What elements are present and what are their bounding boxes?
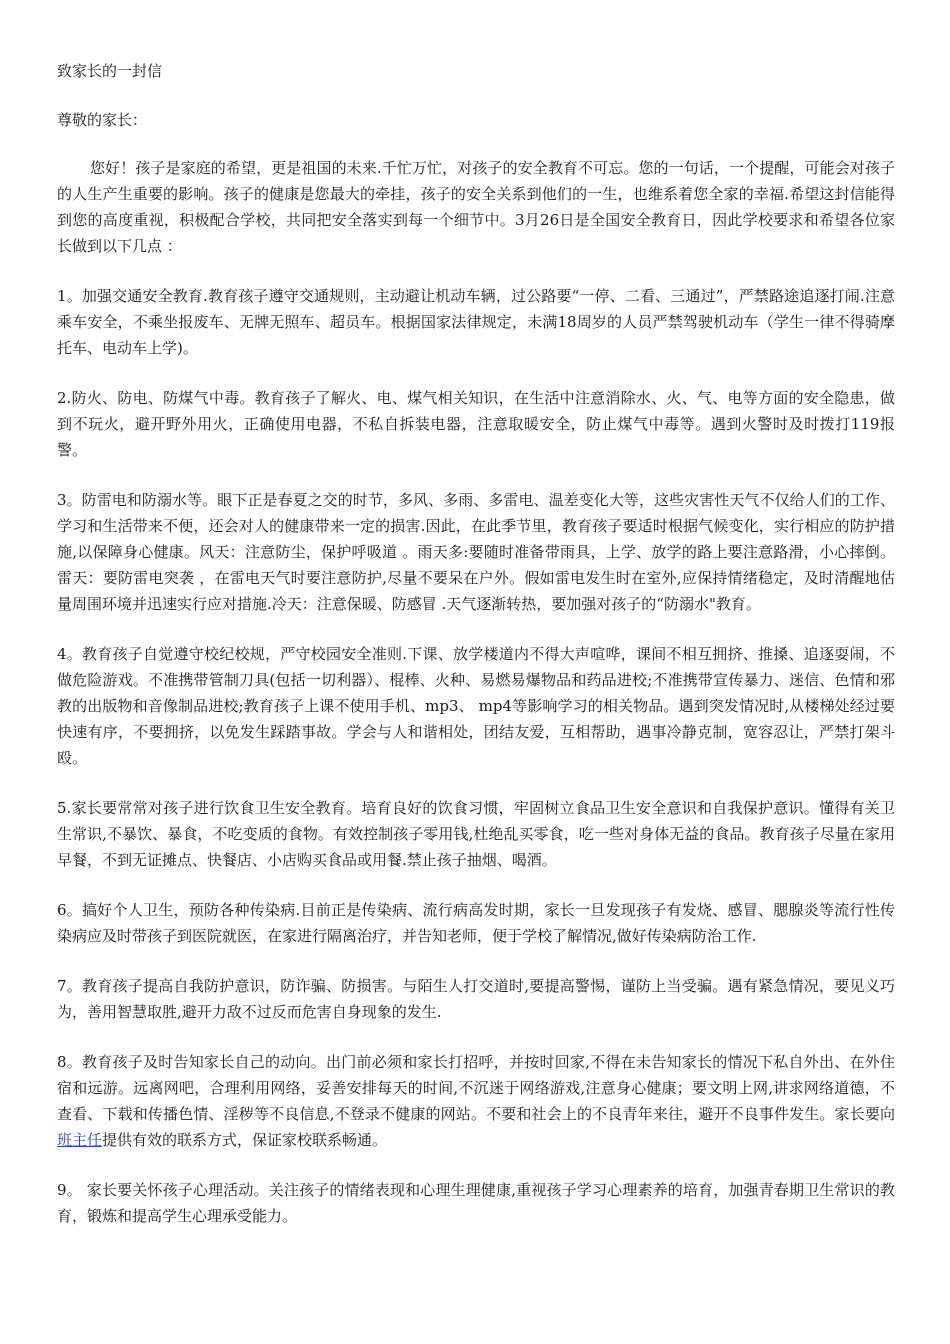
- item-3-paragraph: 3。防雷电和防溺水等。眼下正是春夏之交的时节，多风、多雨、多雷电、温差变化大等，这些灾害性天气不仅给人们的工作、学习和生活带来不便，还会对人的健康带来一定的损害.因此，在此季节里，教育孩子要适时根据气候变化，实行相应的防护措施,以保障身心健康。风天：注意防尘，保护呼吸道 。雨天多:要随时准备带雨具，上学、放学的路上要注意路滑，小心摔倒。雷天：要防雷电突袭 ，在雷电天气时要注意防护,尽量不要呆在户外。假如雷电发生时在室外,应保持情绪稳定，及时清醒地估量周围环境并迅速实行应对措施.冷天：注意保暖、防感冒 .天气逐渐转热，要加强对孩子的“防溺水"教育。: [57, 491, 895, 613]
- item-9-paragraph: 9。 家长要关怀孩子心理活动。关注孩子的情绪表现和心理生理健康,重视孩子学习心理素养的培育，加强青春期卫生常识的教育，锻炼和提高学生心理承受能力。: [57, 1181, 895, 1225]
- item-7-paragraph: 7。教育孩子提高自我防护意识，防诈骗、防损害。与陌生人打交道时,要提高警惕，谨防上当受骗。遇有紧急情况，要见义巧为，善用智慧取胜,避开力敌不过反而危害自身现象的发生.: [57, 977, 895, 1021]
- intro-paragraph: 您好！孩子是家庭的希望，更是祖国的未来.千忙万忙，对孩子的安全教育不可忘。您的一句话，一个提醒，可能会对孩子的人生产生重要的影响。孩子的健康是您最大的牵挂，孩子的安全关系到他们的一生，也维系着您全家的幸福.希望这封信能得到您的高度重视，积极配合学校，共同把安全落实到每一个细节中。3月26日是全国安全教育日，因此学校要求和希望各位家长做到以下几点 ：: [57, 159, 895, 255]
- class-teacher-link[interactable]: 班主任: [57, 1131, 103, 1149]
- item-2-paragraph: 2.防火、防电、防煤气中毒。教育孩子了解火、电、煤气相关知识，在生活中注意消除水、火、气、电等方面的安全隐患，做到不玩火，避开野外用火，正确使用电器，不私自拆装电器，注意取暖安全，防止煤气中毒等。遇到火警时及时拨打119报警。: [57, 389, 895, 459]
- item-1-paragraph: 1。加强交通安全教育.教育孩子遵守交通规则，主动避让机动车辆，过公路要“一停、二看、三通过”，严禁路途追逐打闹.注意乘车安全，不乘坐报废车、无牌无照车、超员车。根据国家法律规定，未满18周岁的人员严禁驾驶机动车（学生一律不得骑摩托车、电动车上学)。: [57, 287, 895, 357]
- item-8-text-before: 8。教育孩子及时告知家长自己的动向。出门前必须和家长打招呼，并按时回家,不得在未告知家长的情况下私自外出、在外住宿和远游。远离网吧，合理利用网络，妥善安排每天的时间,不沉迷于网络游戏,注意身心健康；要文明上网,讲求网络道德，不查看、下载和传播色情、淫秽等不良信息,不登录不健康的网站。不要和社会上的不良青年来往，避开不良事件发生。家长要向: [57, 1053, 895, 1123]
- item-8-text-after: 提供有效的联系方式，保证家校联系畅通。: [102, 1131, 388, 1149]
- item-4-paragraph: 4。教育孩子自觉遵守校纪校规，严守校园安全准则.下课、放学楼道内不得大声喧哗，课间不相互拥挤、推搡、追逐耍闹，不做危险游戏。不准携带管制刀具(包括一切利器）、棍棒、火种、易燃易爆物品和药品进校;不准携带宣传暴力、迷信、色情和邪教的出版物和音像制品进校;教育孩子上课不使用手机、mp3、 mp4等影响学习的相关物品。遇到突发情况时,从楼梯处经过要快速有序，不要拥挤，以免发生踩踏事故。学会与人和谐相处，团结友爱，互相帮助，遇事冷静克制，宽容忍让，严禁打架斗殴。: [57, 645, 895, 767]
- item-6-paragraph: 6。搞好个人卫生，预防各种传染病.目前正是传染病、流行病高发时期，家长一旦发现孩子有发烧、感冒、腮腺炎等流行性传染病应及时带孩子到医院就医，在家进行隔离治疗，并告知老师，便于学校了解情况,做好传染病防治工作.: [57, 901, 895, 945]
- letter-page: [57, 58, 895, 1253]
- letter-title: 致家长的一封信: [57, 62, 163, 80]
- salutation: 尊敬的家长：: [57, 111, 148, 129]
- item-8-paragraph: [57, 1049, 895, 1153]
- item-5-paragraph: 5.家长要常常对孩子进行饮食卫生安全教育。培育良好的饮食习惯，牢固树立食品卫生安全意识和自我保护意识。懂得有关卫生常识,不暴饮、暴食，不吃变质的食物。有效控制孩子零用钱,杜绝乱买零食，吃一些对身体无益的食品。教育孩子尽量在家用早餐，不到无证摊点、快餐店、小店购买食品或用餐.禁止孩子抽烟、喝酒。: [57, 799, 895, 869]
